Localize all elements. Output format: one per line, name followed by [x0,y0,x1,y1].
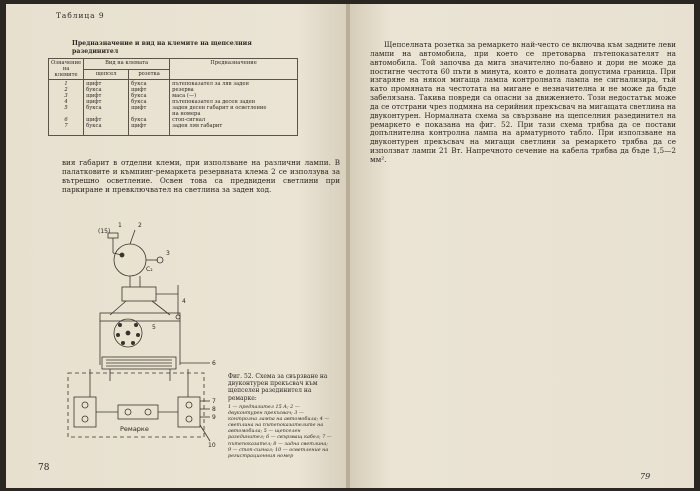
label-3: 3 [166,250,170,257]
col-header-number: Означение на клемите [49,59,84,80]
left-paragraph: вия габарит в отделни клеми, при използване на различни лампи. В палатковите и къмпинг-ремаркета резервната клема 2 се използува за вътрешно осветление. Освен това са предвидени светлини при паркиране и превключвател на светлина за заден ход. [62,158,340,195]
wiring-diagram [60,215,220,455]
figure-legend: 1 — предпазител 15 А; 2 — двуконтурен прекъсвач; 3 — контролна лампа на автомобила; 4 — светлина на пътепоказателите на автомобила; 5 — щепселен разединител; 6 — свързващ кабел; 7 — пътепоказател; 8 — задна светлина; 9 — стоп-сигнал; 10 — осветление на регистрационния номер [228,404,332,459]
label-10: 10 [208,442,216,449]
label-6: 6 [212,360,216,367]
label-4: 4 [182,298,186,305]
label-1: 1 [118,222,122,229]
rear-lamp-left [74,397,96,427]
right-paragraph: Щепселната розетка за ремаркето най-често се включва към задните леви лампи на автомобила, при което се претоварва пътепоказателят на автомобила. Той започва да мига значително по-бавно и дори не може да постигне честота 60 пъти в минута, която е долната допустима граница. При изгаряне на някоя мигаща лампа контролната лампа не сигнализира, тъй като промяната на честотата на мигане е незначителна и не може да бъде забелязана. Такива повреди са опасни за движението. Този недостатък може да се отстрани чрез подмяна на серийния прекъсвач на мигащата светлина на двуконтурен. Нормалната схема за свързване на щепселния разединител на ремаркето е показана на фиг. 52. При тази схема трябва да се постави допълнителна контролна лампа на арматурното табло. При използване на двуконтурен прекъсвач на мигащи светлини за ремаркето трябва да се използват лампи 21 Вт. Напречното сечение на кабела трябва да бъде 1,5—2 мм². [370,40,676,164]
table-cell-socket: букса щифт букса букса щифт букса щифт [129,80,170,136]
col-header-socket: розетка [129,69,170,80]
label-trailer: Ремарке [120,425,149,433]
upper-connector [122,287,156,301]
label-fuse: (15) [98,228,111,235]
flasher-relay-symbol [114,244,146,276]
table-cell-purpose: пътепоказател за ляв заден резерва маса (—) пътепоказател за десен заден заден десен габарит и осветление на номера стоп-сигнал заден ляв габарит [170,80,298,136]
rear-lamp-right [178,397,200,427]
table-caption: Таблица 9 [56,11,105,20]
figure-caption: Фиг. 52. Схема за свързване на двуконтурен прекъсвач към щепселен разединител на ремарке: [228,373,328,402]
terminal-table [48,58,298,136]
col-header-plug: щепсел [84,69,129,80]
label-7: 7 [212,398,216,405]
col-header-group: Вид на клемата [84,59,170,70]
page-number-left: 78 [38,463,50,473]
label-5: 5 [152,324,156,331]
label-c2: C₂ [146,266,153,273]
label-9: 9 [212,414,216,421]
number-plate-light [118,405,158,419]
table-title: Предназначение и вид на клемите на щепселния разединител [72,40,252,55]
label-8: 8 [212,406,216,413]
page-number-right: 79 [640,472,651,481]
label-2: 2 [138,222,142,229]
right-text-block [370,41,676,165]
col-header-purpose: Предназначение [170,59,298,80]
table-cell-numbers: 1 2 3 4 5 6 7 [49,80,84,136]
table-cell-plug: щифт букса щифт щифт букса щифт букса [84,80,129,136]
